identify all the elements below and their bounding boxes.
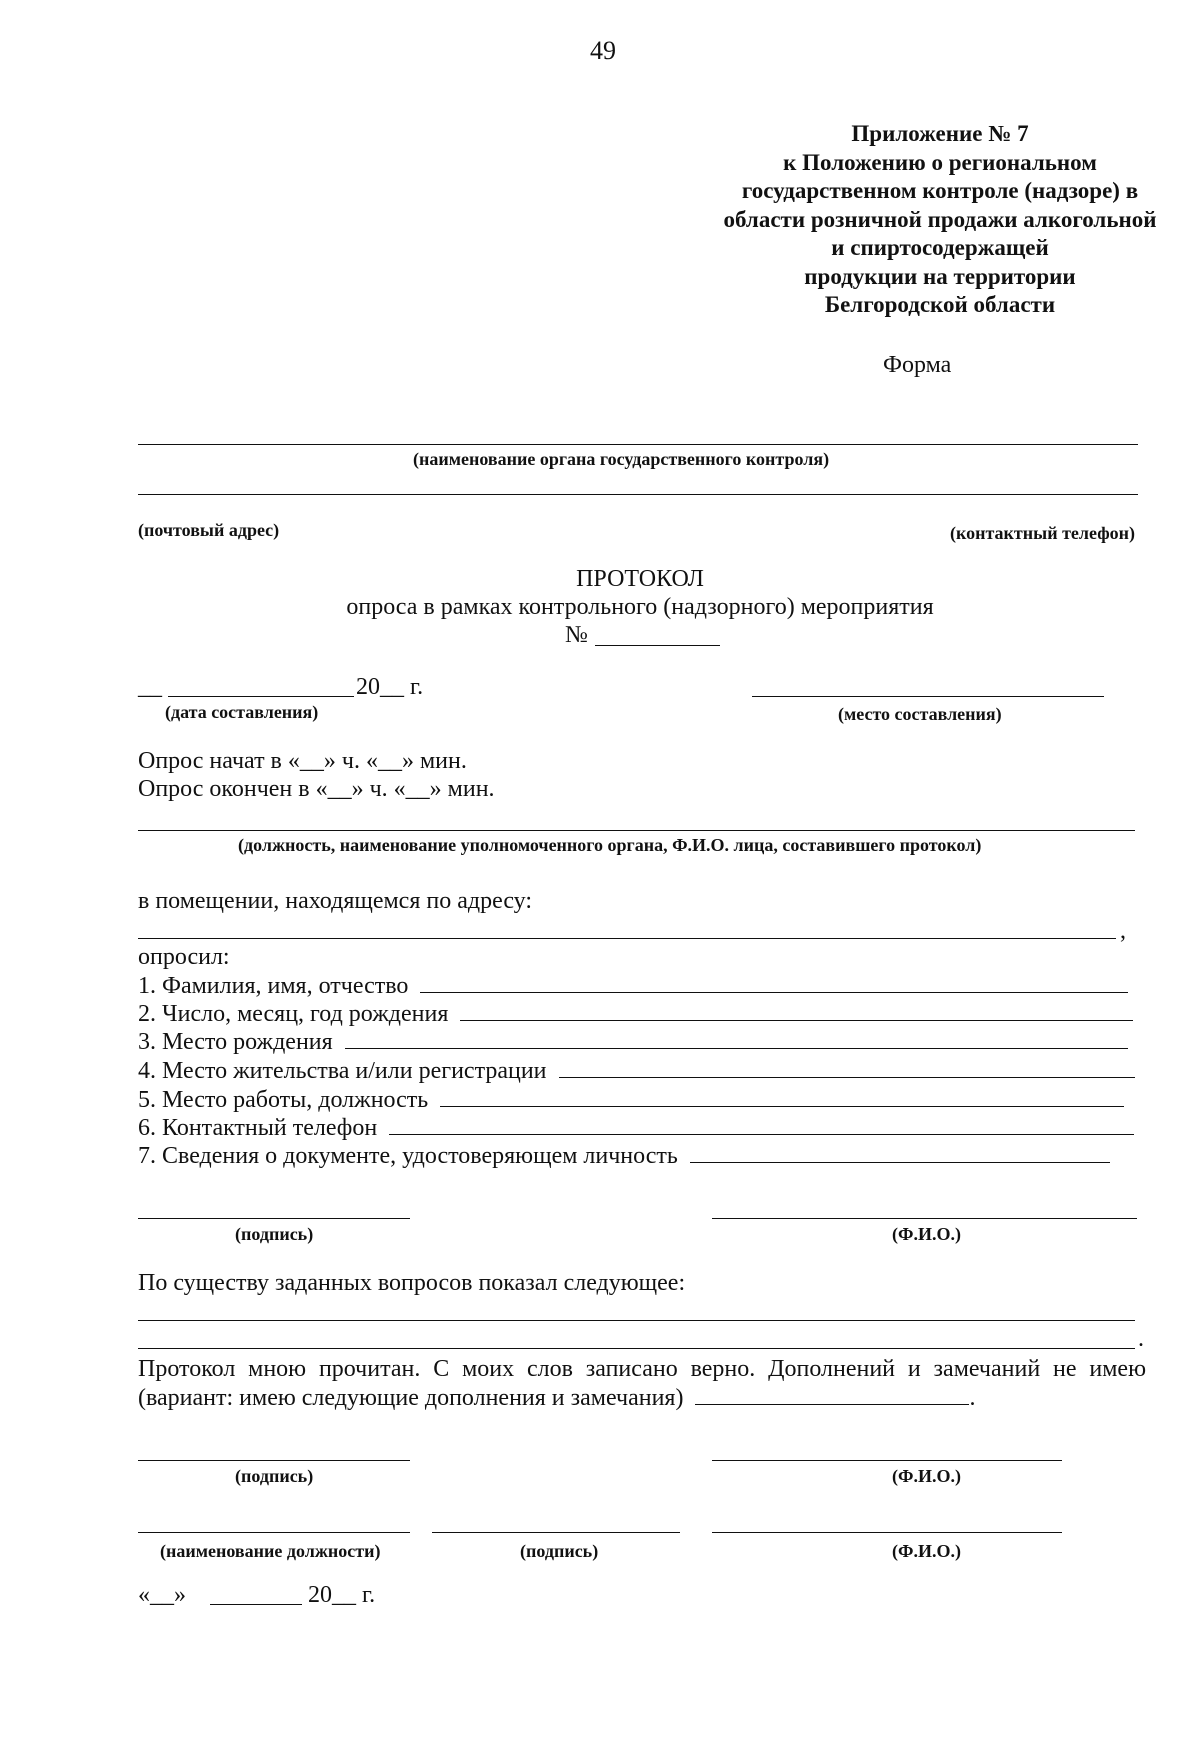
fio-caption: (Ф.И.О.) xyxy=(892,1541,961,1561)
statement-line: Протокол мною прочитан. С моих слов записано верно. Дополнений и замечаний не имею xyxy=(138,1356,1146,1382)
question-label: 1. Фамилия, имя, отчество xyxy=(138,973,409,999)
appendix-line: области розничной продажи алкогольной xyxy=(723,206,1157,232)
fio-signature-line[interactable] xyxy=(712,1532,1062,1533)
fio-field[interactable] xyxy=(420,972,1128,993)
phone-field[interactable] xyxy=(389,1114,1134,1135)
position-caption: (наименование должности) xyxy=(160,1541,381,1561)
question-row xyxy=(138,1057,1135,1085)
appendix-line: к Положению о региональном xyxy=(783,149,1097,175)
premises-label: в помещении, находящемся по адресу: xyxy=(138,888,533,914)
date-year: 20__ г. xyxy=(356,674,424,700)
fio-caption: (Ф.И.О.) xyxy=(892,1224,961,1244)
statement-variant-row xyxy=(138,1384,975,1412)
identity-document-field[interactable] xyxy=(690,1142,1110,1163)
appendix-line: Приложение № 7 xyxy=(851,121,1029,146)
question-label: 2. Число, месяц, год рождения xyxy=(138,1001,449,1027)
contact-phone-caption: (контактный телефон) xyxy=(950,523,1136,543)
position-line[interactable] xyxy=(138,1532,410,1533)
birth-place-field[interactable] xyxy=(345,1028,1128,1049)
question-label: 7. Сведения о документе, удостоверяющем личность xyxy=(138,1143,678,1169)
protocol-number-field[interactable] xyxy=(595,645,720,646)
compiler-line[interactable] xyxy=(138,830,1135,831)
appendix-header xyxy=(660,120,1200,320)
fio-caption: (Ф.И.О.) xyxy=(892,1466,961,1486)
place-field[interactable] xyxy=(752,696,1104,697)
organ-name-line[interactable] xyxy=(138,444,1138,445)
signature-caption: (подпись) xyxy=(520,1541,599,1561)
question-label: 4. Место жительства и/или регистрации xyxy=(138,1058,547,1084)
signature-line[interactable] xyxy=(138,1218,410,1219)
question-row xyxy=(138,1028,1128,1056)
testimony-line[interactable] xyxy=(138,1320,1135,1321)
signature-line[interactable] xyxy=(138,1460,410,1461)
appendix-line: Белгородской области xyxy=(824,292,1056,317)
question-row xyxy=(138,1142,1110,1170)
workplace-field[interactable] xyxy=(440,1086,1124,1107)
appendix-line: и спиртосодержащей xyxy=(831,235,1049,260)
address-phone-line[interactable] xyxy=(138,494,1138,495)
question-label: 5. Место работы, должность xyxy=(138,1087,429,1113)
premises-comma: , xyxy=(1120,918,1126,944)
remarks-field[interactable] xyxy=(695,1384,969,1405)
premises-address-line[interactable] xyxy=(138,938,1116,939)
date-prefix: __ xyxy=(138,674,162,700)
protocol-number-label: № xyxy=(565,622,588,648)
question-label: 6. Контактный телефон xyxy=(138,1115,378,1141)
residence-field[interactable] xyxy=(559,1057,1135,1078)
fio-signature-line[interactable] xyxy=(712,1218,1137,1219)
form-label: Форма xyxy=(883,352,952,378)
final-date-prefix: «__» xyxy=(138,1582,186,1608)
compiler-caption: (должность, наименование уполномоченного органа, Ф.И.О. лица, составившего протокол) xyxy=(238,835,982,855)
questioned-label: опросил: xyxy=(138,944,230,970)
signature-line[interactable] xyxy=(432,1532,680,1533)
birth-date-field[interactable] xyxy=(460,1000,1133,1021)
date-caption: (дата составления) xyxy=(165,702,319,722)
end-time-text: Опрос окончен в «__» ч. «__» мин. xyxy=(138,776,495,802)
fio-signature-line[interactable] xyxy=(712,1460,1062,1461)
statement-variant-text: (вариант: имею следующие дополнения и замечания) xyxy=(138,1385,684,1411)
testimony-period: . xyxy=(1138,1326,1144,1352)
question-row xyxy=(138,1114,1134,1142)
final-date-year: 20__ г. xyxy=(308,1582,376,1608)
appendix-line: государственном контроле (надзоре) в xyxy=(741,178,1139,203)
place-caption: (место составления) xyxy=(838,704,1002,724)
question-label: 3. Место рождения xyxy=(138,1029,333,1055)
signature-caption: (подпись) xyxy=(235,1224,314,1244)
protocol-title: ПРОТОКОЛ xyxy=(576,566,704,592)
postal-address-caption: (почтовый адрес) xyxy=(138,520,280,540)
question-row xyxy=(138,972,1128,1000)
signature-caption: (подпись) xyxy=(235,1466,314,1486)
question-row xyxy=(138,1086,1124,1114)
appendix-line: продукции на территории xyxy=(804,263,1076,289)
testimony-label: По существу заданных вопросов показал следующее: xyxy=(138,1270,686,1296)
start-time-text: Опрос начат в «__» ч. «__» мин. xyxy=(138,748,467,774)
organ-name-caption: (наименование органа государственного контроля) xyxy=(413,449,830,469)
page-number: 49 xyxy=(590,36,616,65)
date-field[interactable] xyxy=(168,696,354,697)
final-date-field[interactable] xyxy=(210,1604,302,1605)
protocol-subtitle: опроса в рамках контрольного (надзорного) мероприятия xyxy=(346,594,934,620)
testimony-line[interactable] xyxy=(138,1348,1135,1349)
statement-end: . xyxy=(969,1385,976,1411)
question-row xyxy=(138,1000,1133,1028)
